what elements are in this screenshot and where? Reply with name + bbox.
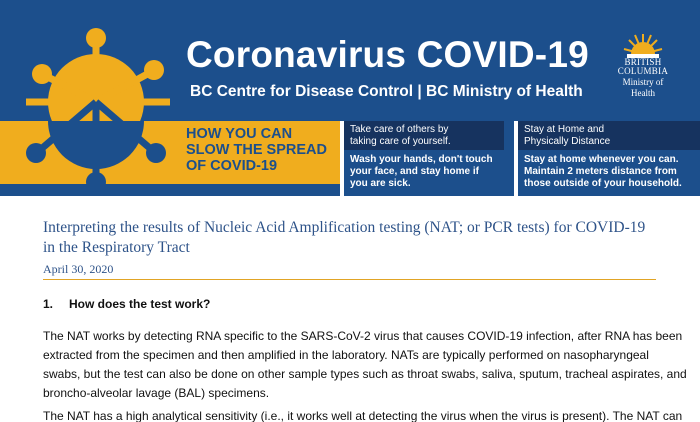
bc-name-line1: BRITISH [624, 57, 662, 67]
message-heading-line: taking care of yourself. [350, 136, 451, 147]
covid-banner [0, 0, 700, 196]
bc-ministry-line2: Health [631, 88, 655, 98]
document-title-line: in the Respiratory Tract [43, 239, 190, 256]
slow-spread-line: OF COVID-19 [186, 158, 278, 174]
document-title [43, 218, 663, 258]
bc-ministry-line1: Ministry of [622, 77, 664, 87]
section-heading [43, 297, 210, 311]
slow-spread-line: SLOW THE SPREAD [186, 142, 327, 158]
paragraph-line: The NAT has a high analytical sensitivity (i.e., it works well at detecting the virus when the virus is present). The NAT can [43, 409, 683, 422]
slow-spread-line: HOW YOU CAN [186, 126, 293, 142]
message-care-for-others [344, 121, 516, 190]
paragraph-line: swabs, but the test can also be done on other sample types such as throat swabs, saliva, sputum, tracheal aspirates, and [43, 367, 687, 381]
paragraph-line: broncho-alveolar lavage (BAL) specimens. [43, 386, 270, 400]
paragraph-line: The NAT works by detecting RNA specific to the SARS-CoV-2 virus that causes COVID-19 infection, after RNA has been [43, 329, 683, 343]
paragraph-line: extracted from the specimen and then amplified in the laboratory. NATs are typically performed on nasopharyngeal [43, 348, 649, 362]
banner-title: Coronavirus COVID-19 [186, 34, 589, 75]
section-heading-text: How does the test work? [69, 297, 211, 311]
bc-sun-icon [623, 32, 663, 58]
message-heading-line: Physically Distance [524, 136, 611, 147]
paragraph-test-method [43, 327, 687, 403]
message-body-line: Maintain 2 meters distance from [524, 166, 677, 177]
bc-name-line2: COLUMBIA [617, 66, 669, 76]
message-stay-home [518, 121, 700, 190]
message-body-line: Wash your hands, don't touch [350, 154, 493, 165]
bc-government-logo [610, 32, 676, 106]
message-body [518, 150, 700, 190]
message-heading-line: Take care of others by [350, 124, 449, 135]
message-body [344, 150, 516, 190]
paragraph-sensitivity [43, 407, 683, 422]
section-number: 1. [43, 297, 54, 311]
virus-icon [0, 0, 186, 196]
title-divider [43, 279, 656, 280]
message-body-line: those outside of your household. [524, 178, 682, 189]
slow-spread-heading [186, 126, 346, 174]
document-date: April 30, 2020 [43, 262, 114, 276]
message-body-line: your face, and stay home if [350, 166, 479, 177]
message-heading [518, 121, 700, 150]
message-body-line: Stay at home whenever you can. [524, 154, 679, 165]
banner-subtitle: BC Centre for Disease Control | BC Ministry of Health [190, 83, 583, 100]
message-heading-line: Stay at Home and [524, 124, 605, 135]
message-body-line: you are sick. [350, 178, 411, 189]
document-title-line: Interpreting the results of Nucleic Acid Amplification testing (NAT; or PCR tests) for COVID-19 [43, 219, 646, 236]
message-heading [344, 121, 504, 150]
